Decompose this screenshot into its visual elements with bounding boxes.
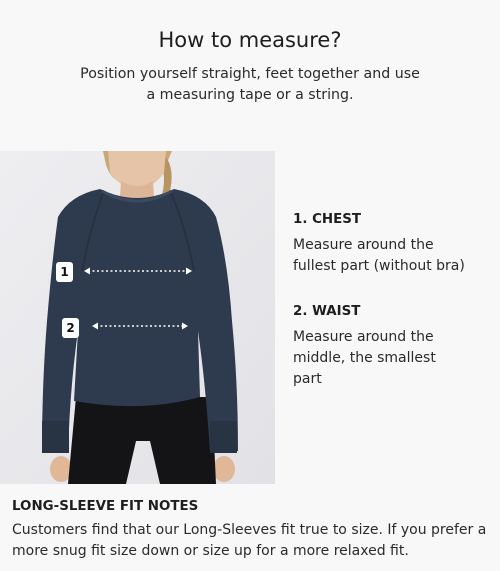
chest-heading: 1. CHEST: [293, 212, 362, 227]
right-hand: [213, 456, 235, 482]
waist-heading: 2. WAIST: [293, 304, 361, 319]
waist-line-3: part: [293, 371, 322, 387]
chest-instructions: [293, 212, 493, 277]
waist-line-2: middle, the smallest: [293, 350, 436, 366]
model-illustration: [0, 151, 275, 484]
chest-description: [293, 235, 493, 277]
fit-notes-line-1: Customers find that our Long-Sleeves fit true to size. If you prefer a: [12, 522, 487, 538]
waist-number-badge: 2: [62, 318, 79, 338]
waist-description: [293, 327, 493, 390]
chest-line-2: fullest part (without bra): [293, 258, 465, 274]
chest-number-badge: 1: [56, 262, 73, 282]
fit-notes-text: [12, 520, 497, 562]
waist-line-1: Measure around the: [293, 329, 434, 345]
waist-instructions: [293, 304, 493, 390]
fit-notes-line-2: more snug fit size down or size up for a more relaxed fit.: [12, 543, 409, 559]
chest-line-1: Measure around the: [293, 237, 434, 253]
subtitle-line-2: a measuring tape or a string.: [146, 87, 354, 103]
model-photo: [0, 151, 275, 484]
page-subtitle: [60, 64, 440, 106]
fit-notes-heading: LONG-SLEEVE FIT NOTES: [12, 499, 199, 514]
page-title: How to measure?: [158, 28, 342, 52]
subtitle-line-1: Position yourself straight, feet together and use: [80, 66, 420, 82]
